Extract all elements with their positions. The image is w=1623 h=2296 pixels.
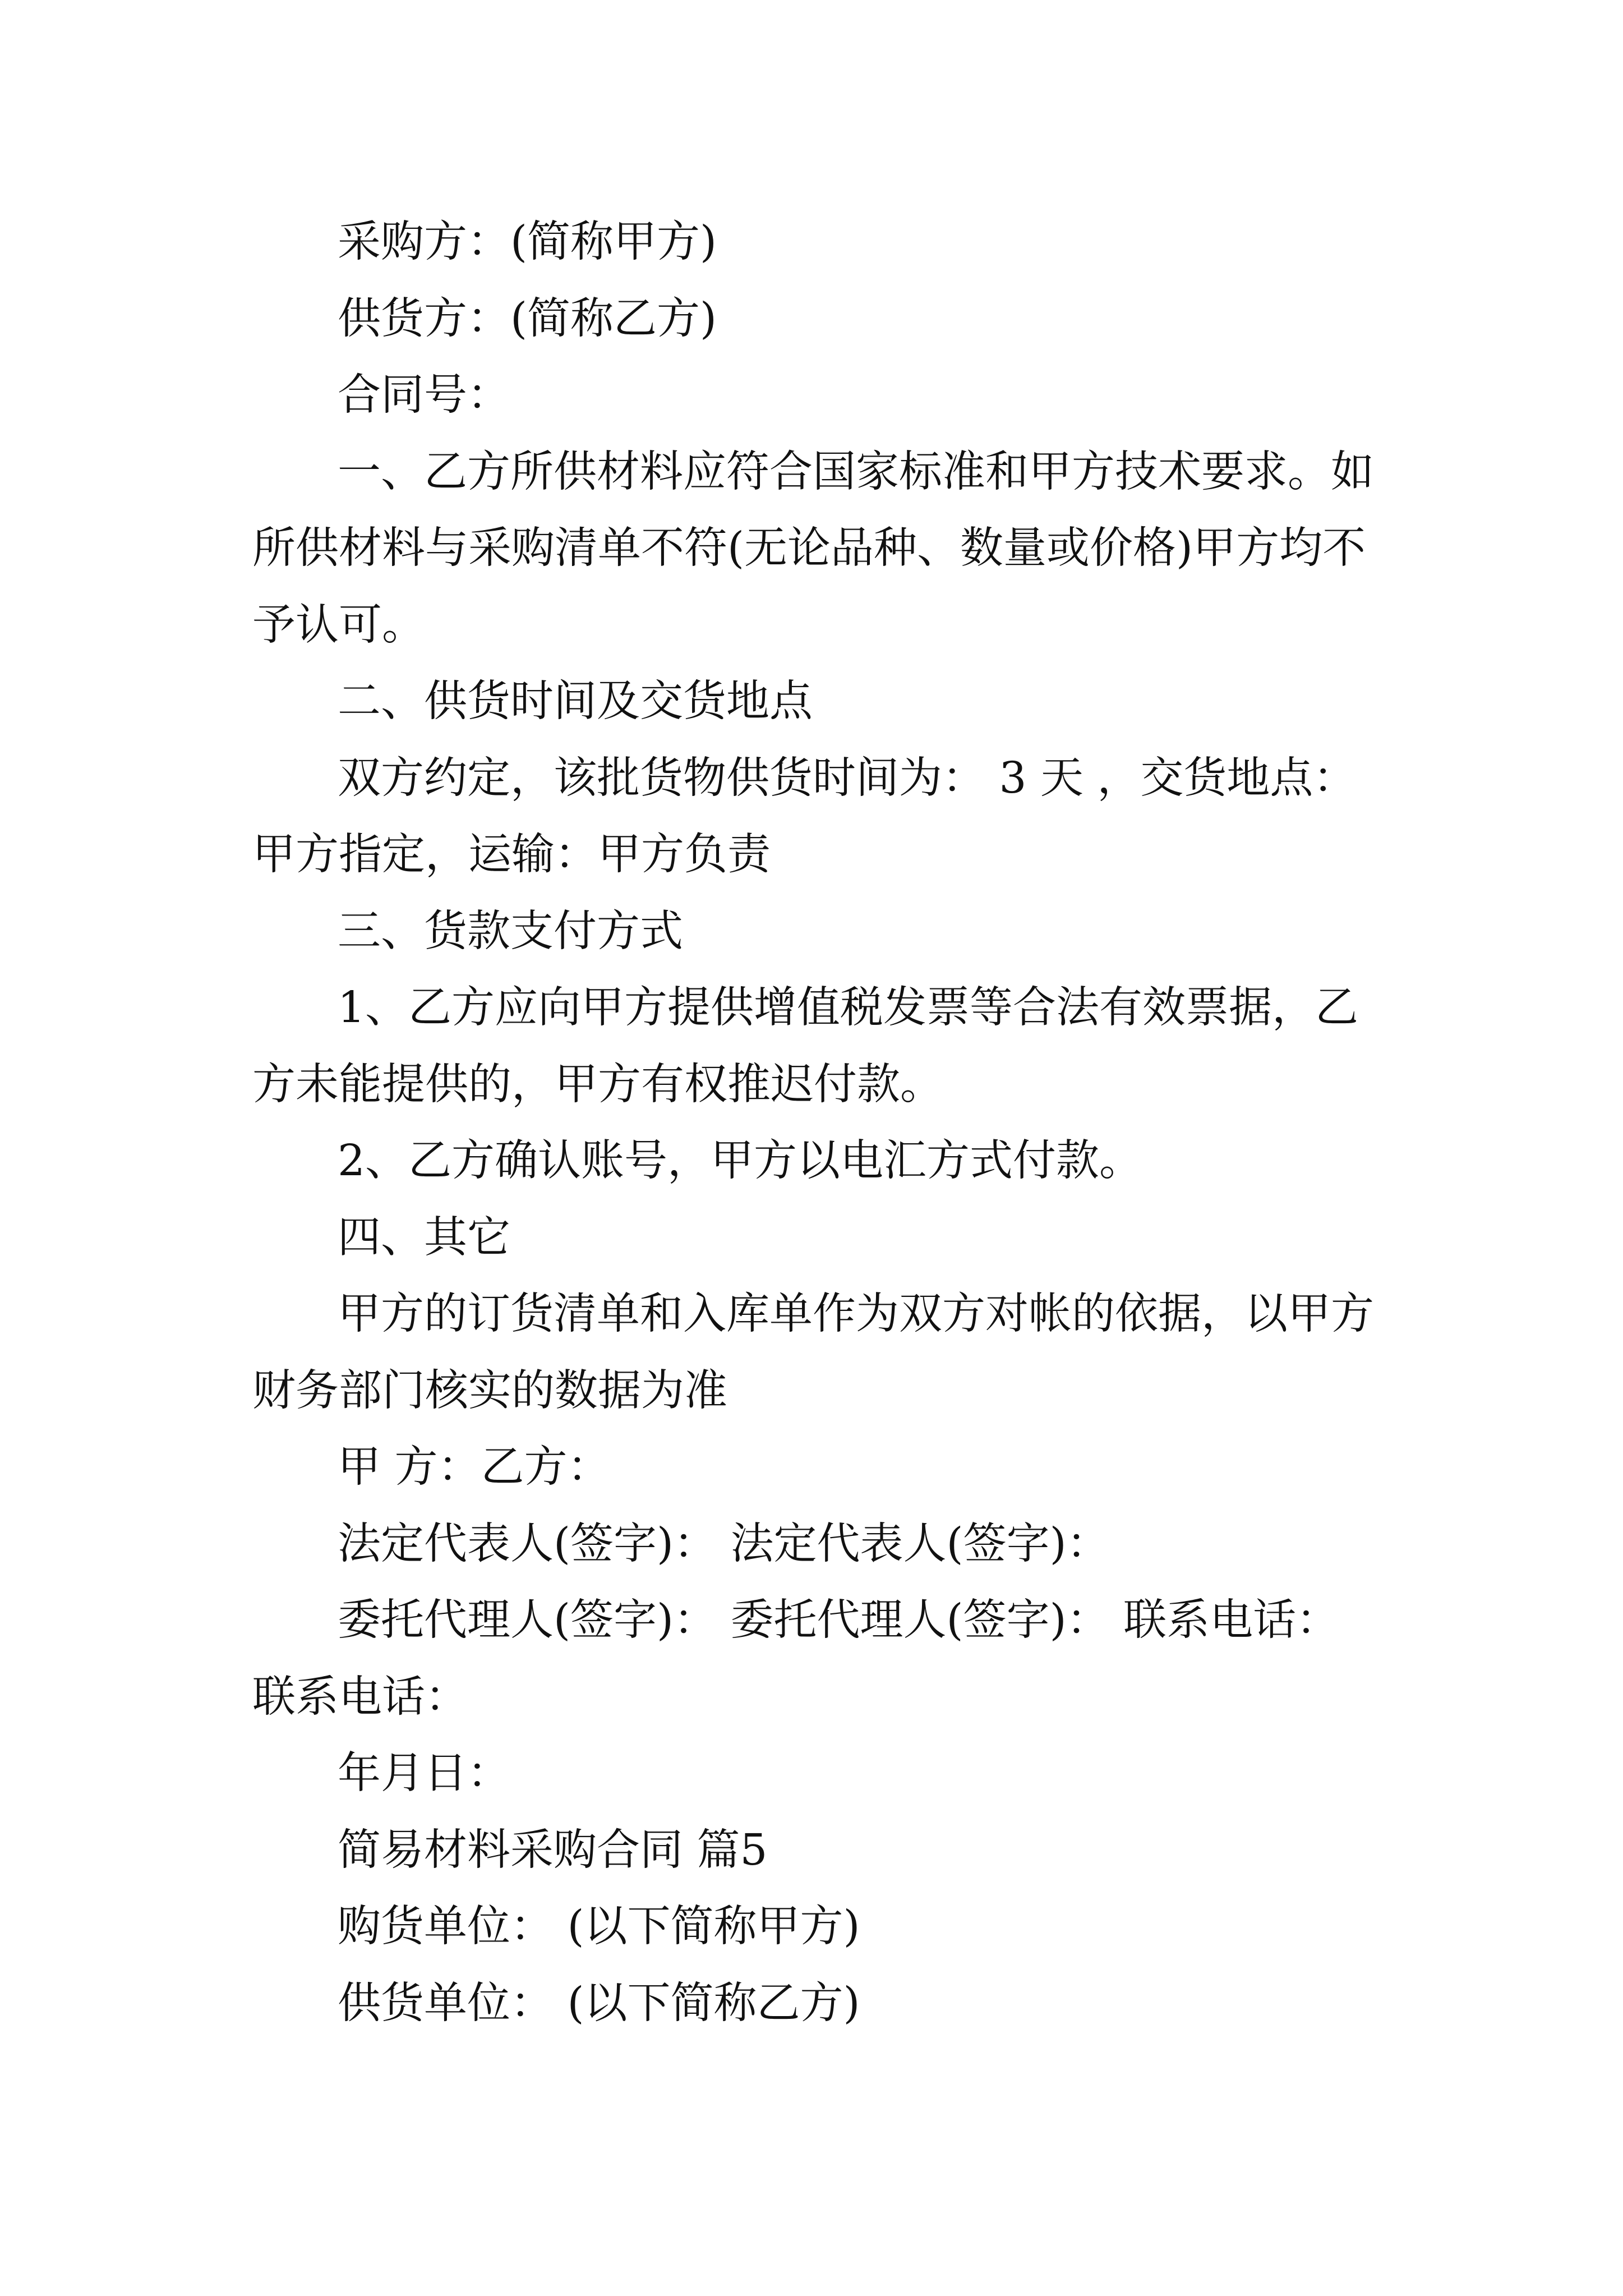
clause-three-item-1 [252, 970, 1430, 1123]
contract-number-line [252, 357, 1430, 434]
clause-three-heading [252, 894, 1430, 970]
clause-three-item-2 [252, 1123, 1430, 1200]
text-line: 委托代理人(签字)： 委托代理人(签字)： 联系电话： [338, 1595, 1340, 1645]
text-line: 三、货款支付方式 [338, 906, 683, 956]
document-body [252, 204, 1430, 2042]
text-line: 购货单位： (以下简称甲方) [338, 1902, 860, 1952]
supplier-line [252, 281, 1430, 358]
text-line: 2、乙方确认账号，甲方以电汇方式付款。 [338, 1136, 1142, 1186]
text-line: 甲 方：乙方： [338, 1442, 611, 1492]
clause-one [252, 434, 1430, 664]
text-line: 甲方的订货清单和入库单作为双方对帐的依据，以甲方 [338, 1289, 1374, 1339]
clause-two-body [252, 740, 1430, 894]
text-line: 联系电话： [252, 1672, 468, 1722]
purchasing-unit-line [252, 1889, 1430, 1966]
text-line: 年月日： [338, 1749, 510, 1798]
text-line: 法定代表人(签字)： 法定代表人(签字)： [338, 1519, 1110, 1569]
text-line: 方未能提供的，甲方有权推迟付款。 [252, 1059, 943, 1110]
date-line [252, 1736, 1430, 1812]
text-line: 二、供货时间及交货地点 [338, 677, 813, 726]
text-line: 简易材料采购合同 篇5 [338, 1825, 768, 1875]
text-line: 财务部门核实的数据为准 [252, 1365, 727, 1416]
text-line: 四、其它 [338, 1212, 510, 1263]
text-line: 一、乙方所供材料应符合国家标准和甲方技术要求。如 [338, 447, 1374, 497]
parties-line [252, 1429, 1430, 1506]
clause-two-heading [252, 664, 1430, 740]
text-line: 采购方：(简称甲方) [338, 217, 717, 267]
agent-and-phone-line [252, 1582, 1430, 1736]
text-line: 1、乙方应向甲方提供增值税发票等合法有效票据，乙 [338, 983, 1358, 1033]
supplying-unit-line [252, 1966, 1430, 2042]
section-title [252, 1812, 1430, 1889]
text-line: 供货单位： (以下简称乙方) [338, 1978, 860, 2028]
clause-four-heading [252, 1200, 1430, 1277]
text-line: 所供材料与采购清单不符(无论品种、数量或价格)甲方均不 [252, 523, 1366, 573]
clause-four-body [252, 1276, 1430, 1429]
buyer-line [252, 204, 1430, 281]
text-line: 予认可。 [252, 600, 425, 650]
text-line: 供货方：(简称乙方) [338, 293, 717, 344]
legal-representative-line [252, 1506, 1430, 1583]
text-line: 双方约定，该批货物供货时间为： 3 天 ，交货地点： [338, 753, 1357, 803]
text-line: 甲方指定，运输：甲方负责 [252, 830, 771, 880]
text-line: 合同号： [338, 370, 510, 420]
